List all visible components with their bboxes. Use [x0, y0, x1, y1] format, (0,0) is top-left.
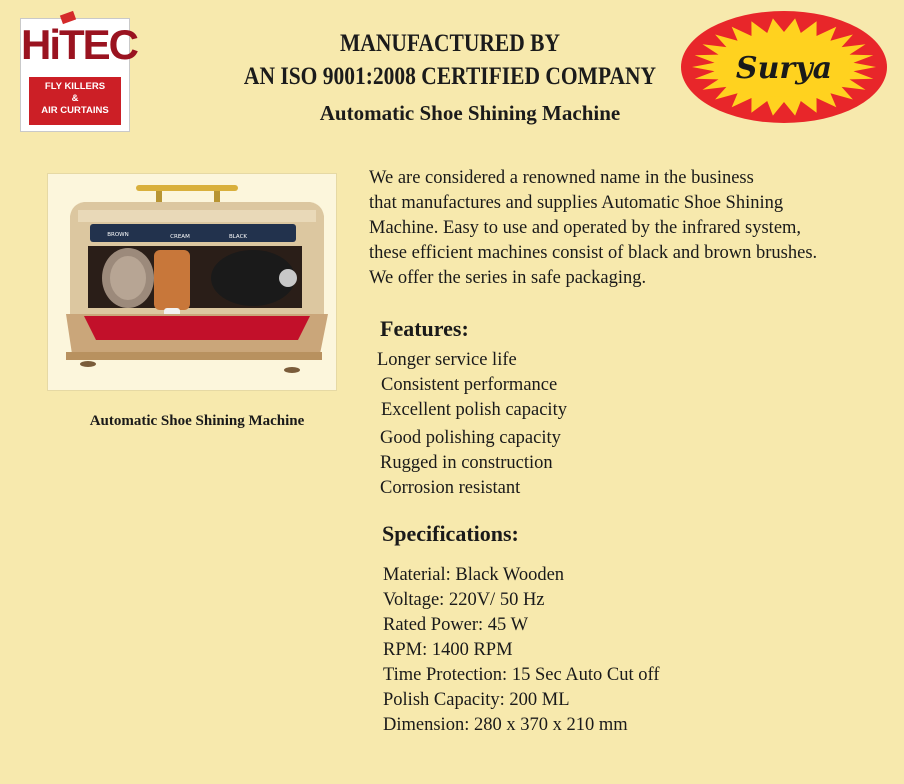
spec-item: Time Protection: 15 Sec Auto Cut off [383, 665, 660, 685]
feature-item: Good polishing capacity [380, 428, 561, 448]
spec-item: Dimension: 280 x 370 x 210 mm [383, 715, 628, 735]
surya-logo [680, 10, 888, 125]
page-title: Automatic Shoe Shining Machine [319, 101, 621, 125]
hitec-tagline-line: & [71, 93, 79, 104]
spec-item: Voltage: 220V/ 50 Hz [383, 590, 545, 610]
hitec-logo [20, 18, 137, 132]
hitec-logo-tagline [29, 77, 121, 125]
hitec-tagline-line: FLY KILLERS [44, 81, 106, 92]
feature-item: Excellent polish capacity [381, 400, 567, 420]
feature-item: Longer service life [377, 350, 517, 370]
product-caption: Automatic Shoe Shining Machine [89, 413, 305, 429]
feature-item: Consistent performance [381, 375, 558, 395]
features-heading: Features: [380, 316, 469, 341]
shoe-shining-machine-illustration [48, 174, 336, 390]
spec-item: Material: Black Wooden [383, 565, 565, 585]
header-iso-certified: AN ISO 9001:2008 CERTIFIED COMPANY [243, 63, 657, 90]
header-manufactured-by: MANUFACTURED BY [340, 30, 560, 57]
panel-label-black: BLACK [228, 234, 248, 240]
surya-logo-wordmark: Surya [735, 51, 833, 86]
intro-paragraph [369, 166, 889, 291]
intro-line: We offer the series in safe packaging. [369, 268, 647, 288]
feature-item: Rugged in construction [380, 453, 553, 473]
spec-item: RPM: 1400 RPM [383, 640, 513, 660]
intro-line: We are considered a renowned name in the business [369, 168, 754, 188]
polishing-mat [84, 316, 310, 340]
spec-item: Polish Capacity: 200 ML [383, 690, 570, 710]
machine-handle [136, 185, 238, 191]
panel-label-cream: CREAM [170, 234, 190, 240]
intro-line: Machine. Easy to use and operated by the infrared system, [369, 218, 802, 238]
feature-item: Corrosion resistant [380, 478, 521, 498]
product-image [47, 173, 337, 391]
intro-line: these efficient machines consist of black and brown brushes. [369, 243, 818, 263]
hitec-logo-wordmark: HiTEC [21, 21, 137, 68]
spec-item: Rated Power: 45 W [383, 615, 529, 635]
panel-label-brown: BROWN [107, 232, 129, 238]
specifications-heading: Specifications: [382, 521, 519, 546]
hitec-tagline-line: AIR CURTAINS [41, 105, 109, 116]
intro-line: that manufactures and supplies Automatic Shoe Shining [369, 193, 784, 213]
cream-dispenser [154, 250, 190, 310]
